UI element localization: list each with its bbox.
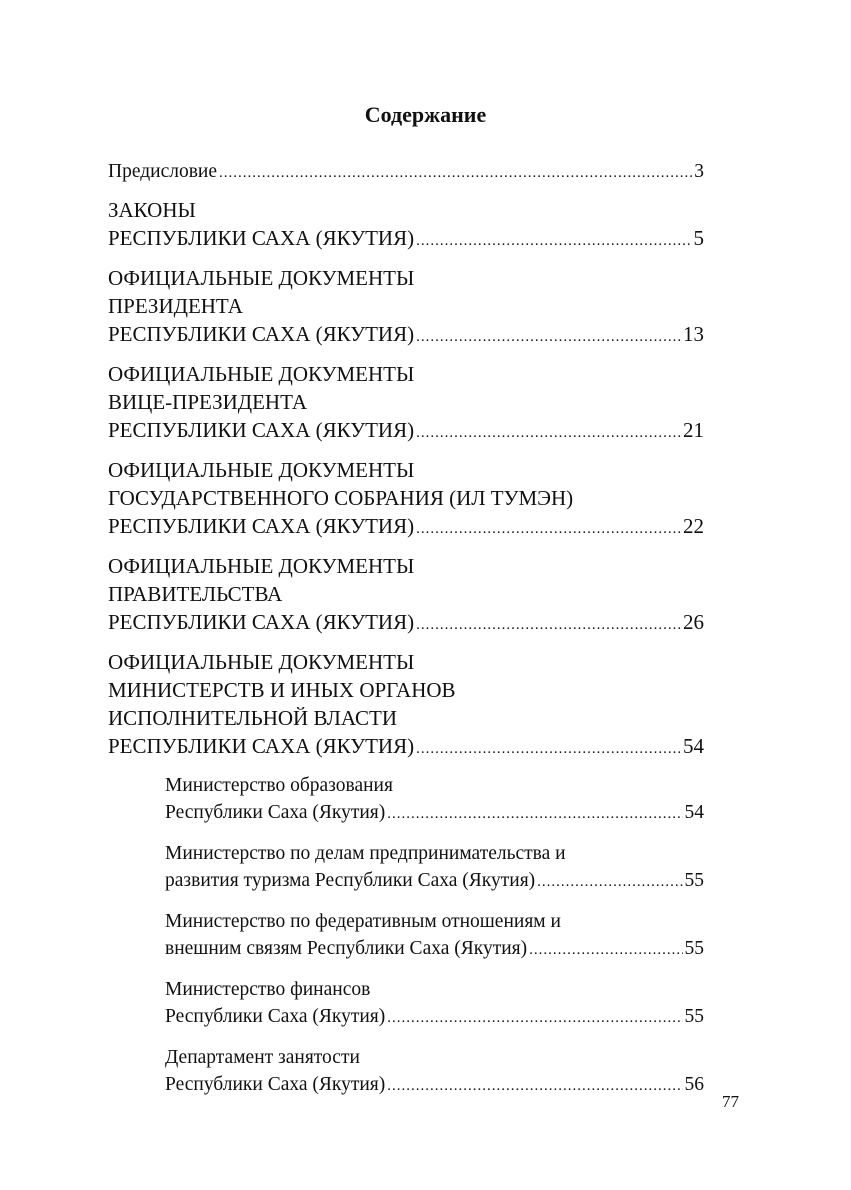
toc-entry-page: 55	[684, 938, 704, 959]
toc-entry-page: 5	[693, 226, 704, 250]
toc-entry-text: РЕСПУБЛИКИ САХА (ЯКУТИЯ)	[108, 514, 415, 538]
toc-entry-line: ОФИЦИАЛЬНЫЕ ДОКУМЕНТЫ	[108, 362, 415, 386]
toc-entry-last-line	[165, 867, 704, 896]
toc-entry-text: развития туризма Республики Саха (Якутия)	[165, 870, 536, 891]
dot-leader	[416, 323, 681, 351]
dot-leader	[416, 515, 681, 543]
toc-entry-last-line	[108, 512, 704, 543]
toc-entry-line: Министерство финансов	[165, 979, 371, 1000]
dot-leader	[529, 937, 682, 964]
toc-entry-text: РЕСПУБЛИКИ САХА (ЯКУТИЯ)	[108, 734, 415, 758]
toc-entry-line: ИСПОЛНИТЕЛЬНОЙ ВЛАСТИ	[108, 706, 398, 730]
toc-entry-last-line	[108, 320, 704, 351]
toc-entry-page: 26	[683, 610, 704, 634]
toc-entry-text: РЕСПУБЛИКИ САХА (ЯКУТИЯ)	[108, 226, 415, 250]
toc-entry-last-line	[108, 608, 704, 639]
toc-entry-line: ГОСУДАРСТВЕННОГО СОБРАНИЯ (ИЛ ТУМЭН)	[108, 486, 574, 510]
toc-entry-line: ОФИЦИАЛЬНЫЕ ДОКУМЕНТЫ	[108, 650, 415, 674]
toc-entry-line: ЗАКОНЫ	[108, 198, 196, 222]
dot-leader	[387, 1073, 682, 1100]
toc-entry-text: РЕСПУБЛИКИ САХА (ЯКУТИЯ)	[108, 322, 415, 346]
toc-entry-text: внешним связям Республики Саха (Якутия)	[165, 938, 528, 959]
toc-entry	[108, 360, 704, 447]
toc-entry-last-line	[165, 1071, 704, 1100]
toc-entry-page: 54	[683, 734, 704, 758]
dot-leader	[416, 611, 681, 639]
toc-entry-page: 55	[684, 870, 704, 891]
toc-entry-page: 3	[694, 161, 704, 182]
toc-entry-text: РЕСПУБЛИКИ САХА (ЯКУТИЯ)	[108, 418, 415, 442]
toc-entry-line: МИНИСТЕРСТВ И ИНЫХ ОРГАНОВ	[108, 678, 456, 702]
dot-leader	[219, 159, 692, 187]
toc-entry-text: Предисловие	[108, 161, 218, 182]
toc-entry	[165, 772, 704, 828]
page-title: Содержание	[364, 102, 487, 127]
toc-entry	[165, 908, 704, 964]
dot-leader	[387, 1005, 682, 1032]
toc-entry-text: РЕСПУБЛИКИ САХА (ЯКУТИЯ)	[108, 610, 415, 634]
toc-entry	[165, 976, 704, 1032]
dot-leader	[537, 869, 682, 896]
toc-entry	[108, 456, 704, 543]
toc-entry-line: ОФИЦИАЛЬНЫЕ ДОКУМЕНТЫ	[108, 458, 415, 482]
toc-entry-text: Республики Саха (Якутия)	[165, 802, 386, 823]
dot-leader	[387, 801, 682, 828]
dot-leader	[416, 735, 681, 763]
toc-entry-last-line	[165, 799, 704, 828]
toc-entry-line: ВИЦЕ-ПРЕЗИДЕНТА	[108, 390, 308, 414]
toc-entry-line: Министерство по делам предпринимательства и	[165, 843, 566, 864]
toc-entry-last-line	[108, 158, 704, 187]
toc-entry-page: 55	[684, 1006, 704, 1027]
toc-entry	[108, 552, 704, 639]
table-of-contents	[108, 158, 704, 1112]
toc-entry-line: Министерство образования	[165, 775, 393, 796]
toc-entry	[165, 1044, 704, 1100]
toc-entry-line: Департамент занятости	[165, 1047, 360, 1068]
toc-entry-last-line	[165, 935, 704, 964]
toc-entry	[165, 840, 704, 896]
toc-entry-line: ПРАВИТЕЛЬСТВА	[108, 582, 283, 606]
dot-leader	[416, 227, 691, 255]
toc-entry-line: Министерство по федеративным отношениям и	[165, 911, 561, 932]
page-number: 77	[722, 1092, 739, 1111]
toc-entry-page: 21	[683, 418, 704, 442]
toc-entry-line: ОФИЦИАЛЬНЫЕ ДОКУМЕНТЫ	[108, 554, 415, 578]
toc-entry-line: ОФИЦИАЛЬНЫЕ ДОКУМЕНТЫ	[108, 266, 415, 290]
toc-entry-page: 56	[684, 1074, 704, 1095]
toc-entry	[108, 264, 704, 351]
dot-leader	[416, 419, 681, 447]
toc-entry-last-line	[108, 416, 704, 447]
toc-entry	[108, 158, 704, 187]
toc-entry-text: Республики Саха (Якутия)	[165, 1006, 386, 1027]
toc-entry-last-line	[108, 732, 704, 763]
toc-entry-last-line	[108, 224, 704, 255]
toc-entry	[108, 196, 704, 255]
toc-entry-page: 54	[684, 802, 704, 823]
toc-entry-page: 13	[683, 322, 704, 346]
toc-entry-line: ПРЕЗИДЕНТА	[108, 294, 243, 318]
toc-entry-last-line	[165, 1003, 704, 1032]
toc-entry-text: Республики Саха (Якутия)	[165, 1074, 386, 1095]
toc-entry	[108, 648, 704, 763]
toc-entry-page: 22	[683, 514, 704, 538]
